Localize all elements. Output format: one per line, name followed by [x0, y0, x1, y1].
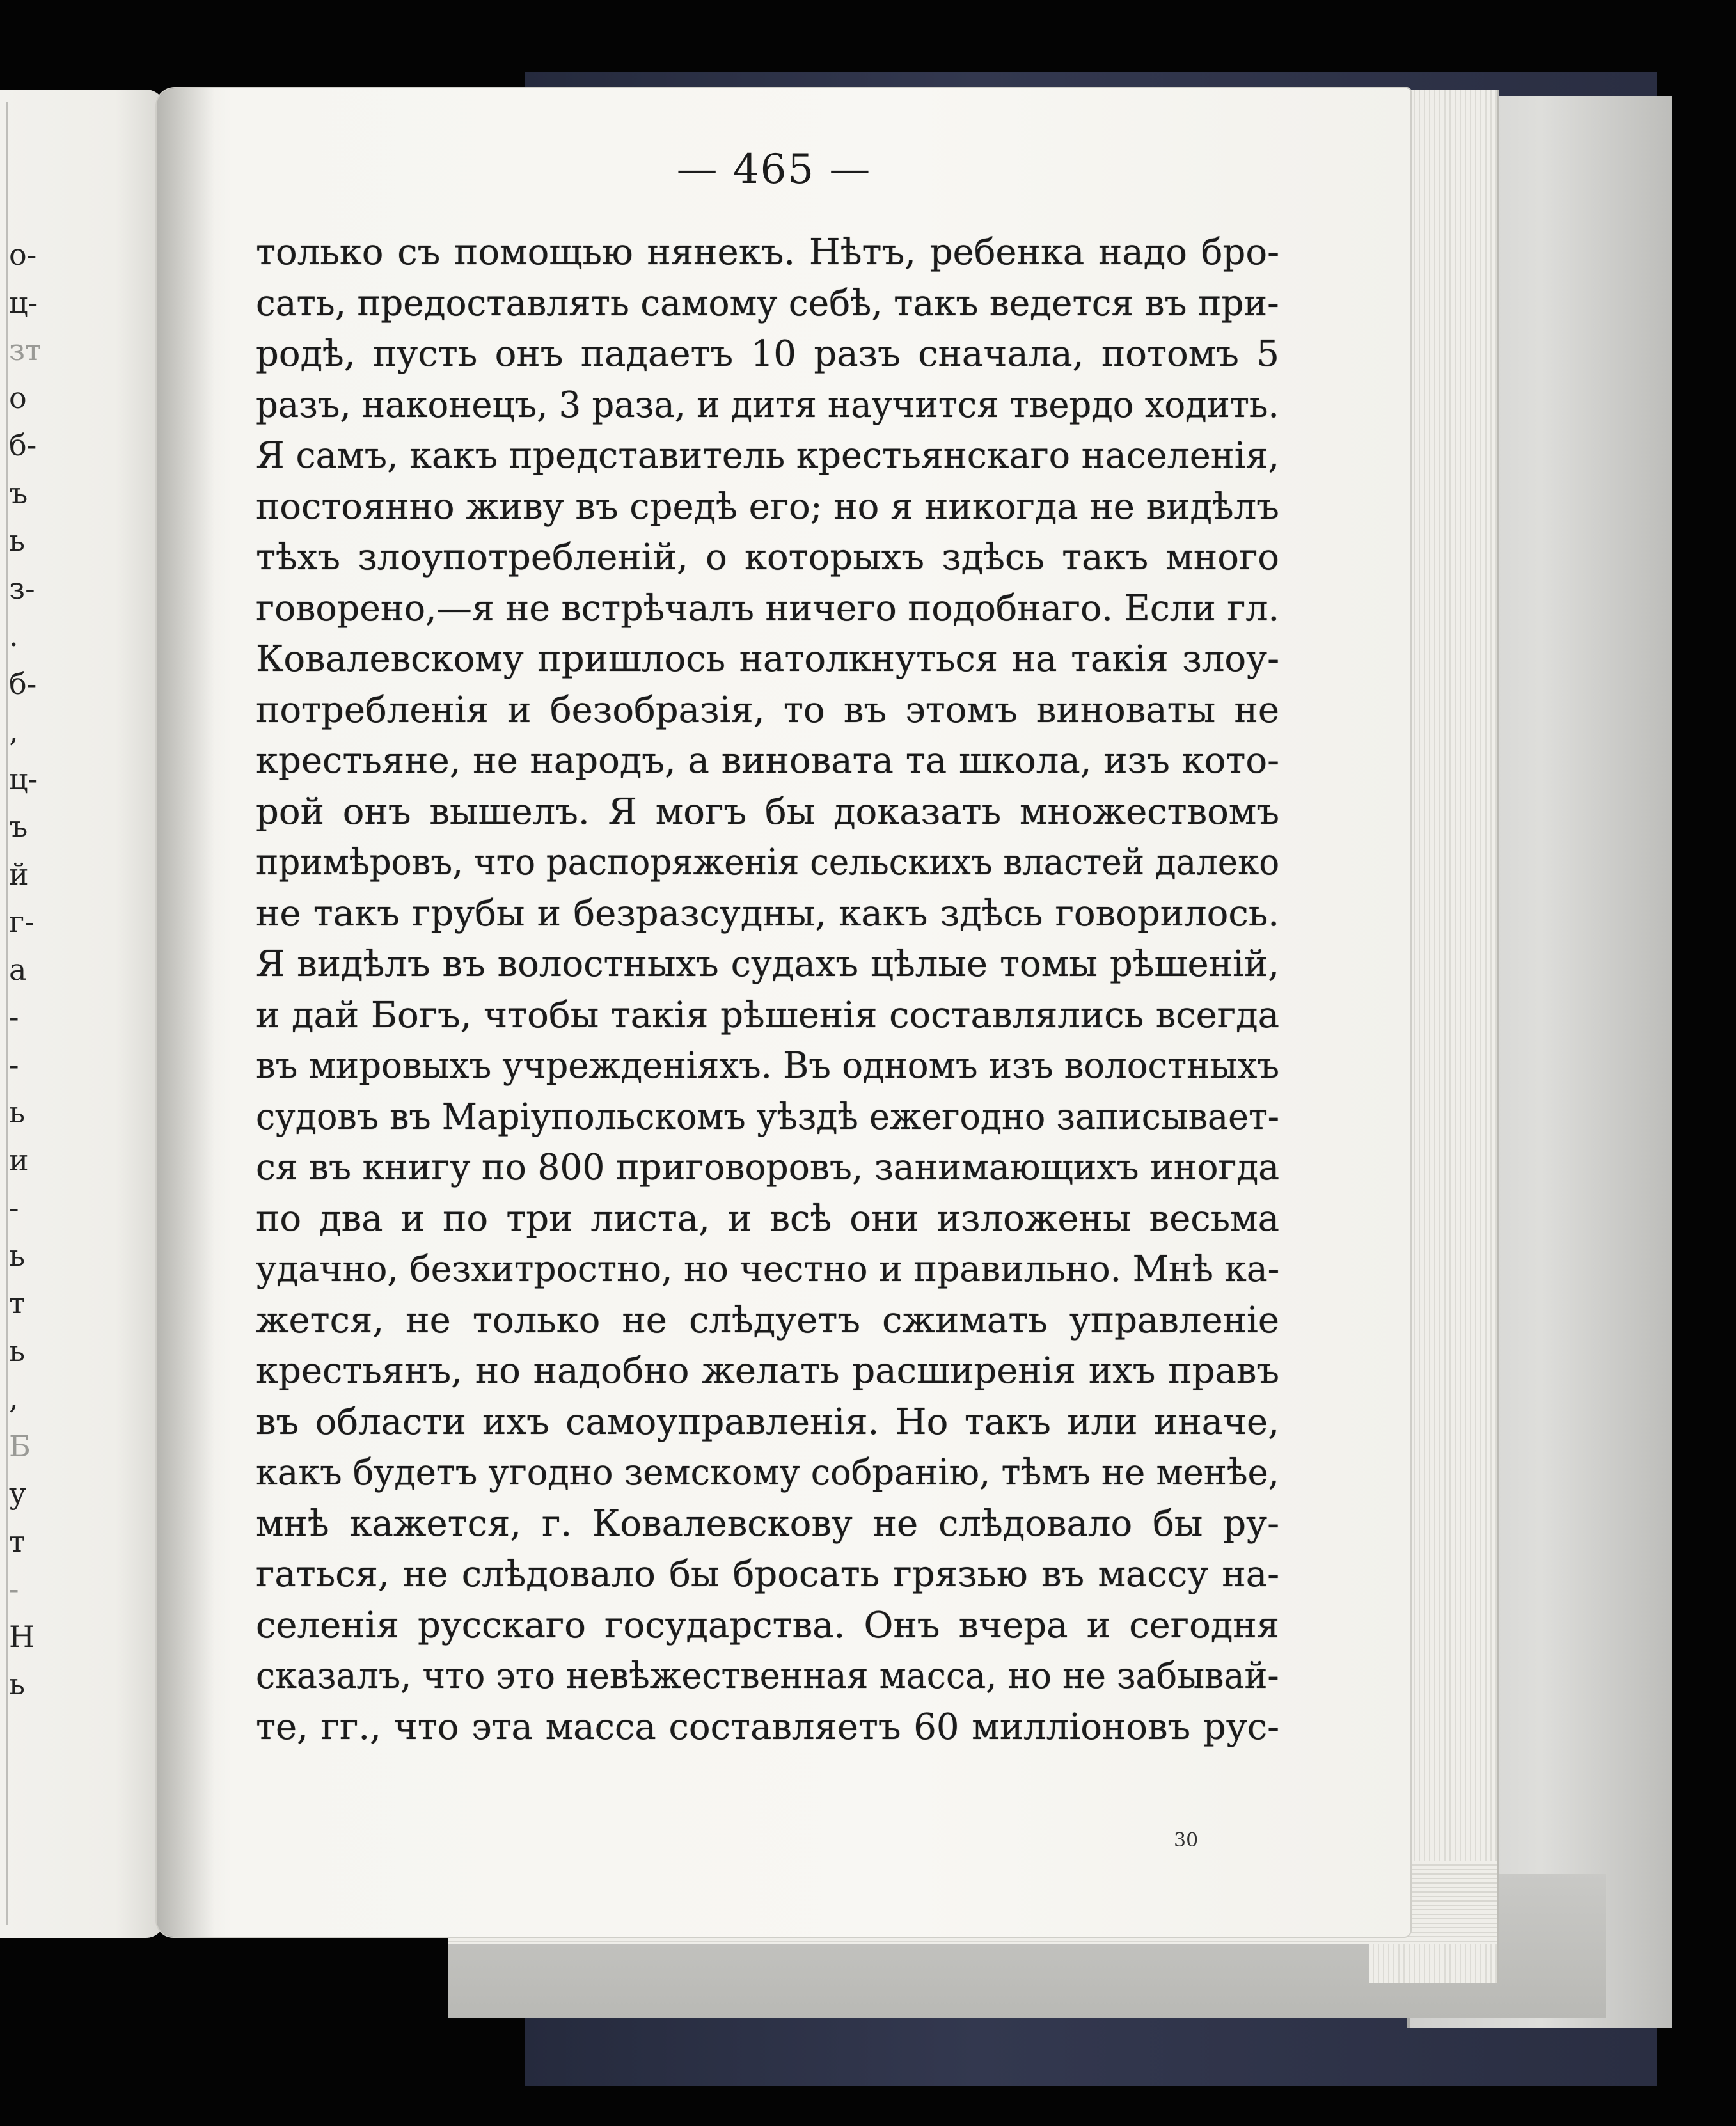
left-page-fragment: , [9, 1381, 19, 1415]
text-line: примѣровъ, что распоряженія сельскихъ властей далеко [256, 842, 1280, 883]
text-line: Я самъ, какъ представитель крестьянскаго населенія, [256, 435, 1280, 476]
left-page-fragment: ь [9, 1095, 26, 1130]
left-page-fragment: б- [9, 428, 37, 462]
text-line: сказалъ, что это невѣжественная масса, но не забывай- [256, 1655, 1279, 1697]
left-page-fragment: , [9, 714, 19, 748]
text-line: Ковалевскому пришлось натолкнуться на такія злоу- [256, 638, 1279, 680]
left-page-fragment: о [9, 380, 27, 415]
text-line: крестьяне, не народъ, а виновата та школа, изъ кото- [256, 740, 1279, 782]
left-page-fragment: б- [9, 666, 37, 701]
text-line: гаться, не слѣдовало бы бросать грязью въ массу на- [256, 1554, 1279, 1595]
text-line: ся въ книгу по 800 приговоровъ, занимающихъ иногда [256, 1147, 1280, 1188]
left-page-fragment: Б [9, 1428, 31, 1463]
text-line: по два и по три листа, и всѣ они изложены весьма [256, 1197, 1279, 1240]
text-line: те, гг., что эта масса составляетъ 60 милліоновъ рус- [256, 1706, 1279, 1748]
left-page-fragment: ъ [9, 475, 28, 510]
left-page-fragment: - [9, 1047, 19, 1082]
left-page-fragment: т [9, 1524, 26, 1559]
left-page-fragment: . [9, 618, 19, 653]
page-number: — 465 — [676, 146, 872, 193]
text-line: какъ будетъ угодно земскому собранію, тѣмъ не менѣе, [256, 1452, 1279, 1493]
text-line: судовъ въ Маріупольскомъ уѣздѣ ежегодно записывает- [256, 1096, 1279, 1138]
left-page-fragment: о- [9, 237, 37, 272]
left-page-fragment: - [9, 1571, 19, 1606]
page-body-text [256, 227, 1279, 1752]
text-line: тѣхъ злоупотребленій, о которыхъ здѣсь такъ много [256, 537, 1279, 578]
gutter-shadow [157, 88, 214, 1937]
left-page-fragment: т [9, 1286, 26, 1320]
left-page-fragment: ъ [9, 809, 28, 844]
text-line: Я видѣлъ въ волостныхъ судахъ цѣлые томы рѣшеній, [256, 943, 1279, 985]
text-line: говорено,—я не встрѣчалъ ничего подобнаго. Если гл. [256, 587, 1280, 629]
text-line: только съ помощью нянекъ. Нѣтъ, ребенка надо бро- [256, 232, 1279, 273]
left-page-fragment: ц- [9, 285, 38, 320]
text-line: и дай Богъ, чтобы такія рѣшенія составлялись всегда [256, 994, 1279, 1036]
text-line: мнѣ кажется, г. Ковалевскову не слѣдовало бы ру- [256, 1502, 1279, 1545]
left-page-fragment: - [9, 1190, 19, 1225]
text-line: родѣ, пусть онъ падаетъ 10 разъ сначала, потомъ 5 [256, 333, 1279, 375]
left-page-fragment: й [9, 856, 29, 892]
left-page-fragment: ц- [9, 761, 38, 796]
signature-mark: 30 [1174, 1829, 1199, 1852]
text-line: жется, не только не слѣдуетъ сжимать управленіе [256, 1299, 1279, 1341]
text-line: въ области ихъ самоуправленія. Но такъ или иначе, [256, 1401, 1279, 1443]
text-line: крестьянъ, но надобно желать расширенія ихъ правъ [256, 1350, 1279, 1392]
text-line: удачно, безхитростно, но честно и правильно. Мнѣ ка- [256, 1248, 1280, 1290]
text-line: селенія русскаго государства. Онъ вчера и сегодня [256, 1604, 1279, 1646]
left-page-text-fragments [0, 0, 165, 2126]
left-page-fragment: ь [9, 1238, 26, 1273]
left-page-fragment: и [9, 1142, 29, 1177]
left-page-fragment: з- [9, 571, 35, 606]
text-line: постоянно живу въ средѣ его; но я никогда не видѣлъ [256, 485, 1279, 528]
left-page-fragment: а [9, 952, 27, 987]
left-page-fragment: - [9, 1000, 19, 1034]
text-line: потребленія и безобразія, то въ этомъ виноваты не [256, 689, 1279, 731]
left-page-fragment: ь [9, 1667, 26, 1701]
text-line: рой онъ вышелъ. Я могъ бы доказать множествомъ [256, 791, 1279, 833]
left-page-fragment: Н [9, 1619, 35, 1654]
text-line: въ мировыхъ учрежденіяхъ. Въ одномъ изъ волостныхъ [256, 1045, 1280, 1087]
left-page-fragment: г- [9, 904, 35, 939]
text-line: разъ, наконецъ, 3 раза, и дитя научится твердо ходить. [256, 384, 1279, 426]
left-page-fragment: зт [9, 333, 42, 367]
text-line: сать, предоставлять самому себѣ, такъ ведется въ при- [256, 282, 1279, 324]
left-page-fragment: ь [9, 1333, 26, 1368]
left-page-fragment: ь [9, 523, 26, 558]
left-page-fragment: у [9, 1476, 27, 1511]
text-line: не такъ грубы и безразсудны, какъ здѣсь говорилось. [256, 892, 1279, 934]
